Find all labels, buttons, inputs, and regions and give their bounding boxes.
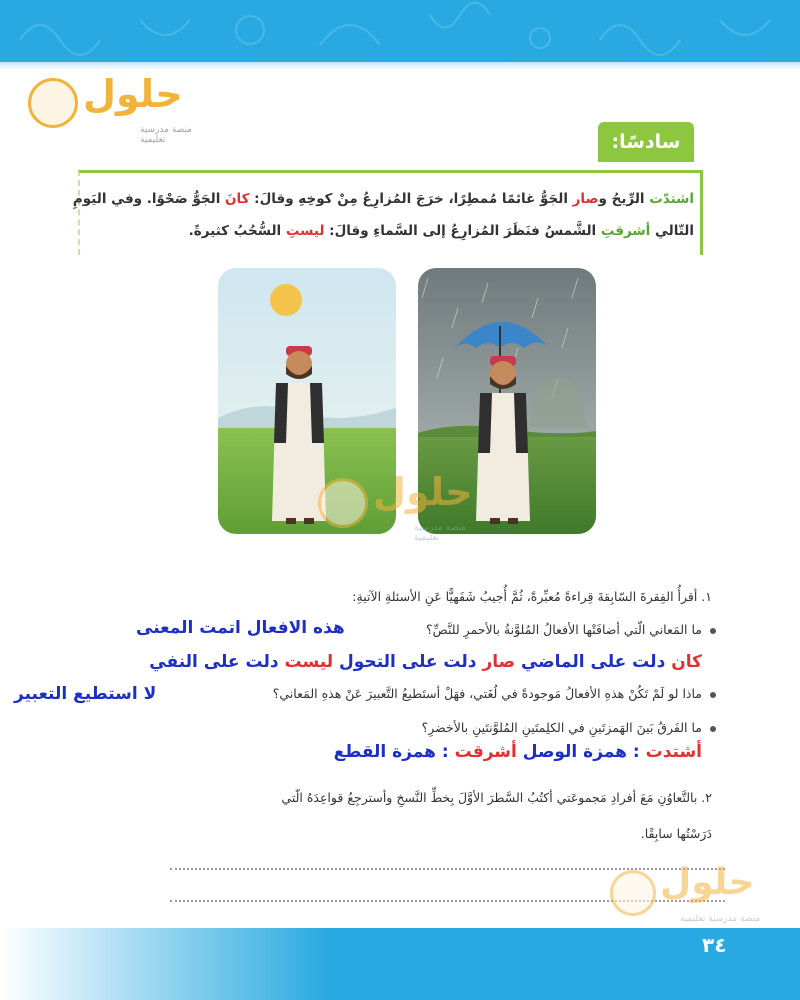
- paragraph-line-2-segment-2: الشَّمسُ فنَظَرَ المُزارِعُ إلى السَّماءِ وقالَ:: [324, 223, 601, 239]
- answer-3-segment-0: أشتدت: [645, 742, 702, 762]
- answer-1-line-2-segment-4: ليست: [284, 652, 334, 672]
- brand-logo: [28, 72, 208, 145]
- question-1-bullet-1: ما المَعاني الّتي أضافَتْها الأفعالُ المُلوَّنةُ بالأحمرِ للنَّصِّ؟: [426, 622, 702, 637]
- question-2-line-2: دَرَسْتُها سابِقًا.: [640, 826, 712, 841]
- question-2-line-1: ٢. بالتَّعاوُنِ مَعَ أفرادِ مَجموعَتي أكتُبُ السَّطرَ الأوَّلَ بِخطِّ النَّسخِ وأسترجِعُ قواعِدَهُ الّتي: [281, 790, 712, 805]
- answer-1-line-2-segment-5: دلت على النفي: [149, 652, 285, 672]
- bullet-3: [710, 726, 716, 732]
- banner-pattern: [0, 0, 800, 62]
- paragraph-line-1-segment-3: الجَوُّ غائمًا مُمطِرًا، خرَجَ المُزارِعُ مِنْ كوخِهِ وقالَ:: [249, 191, 573, 207]
- answer-1-line-2-segment-3: دلت على التحول: [333, 652, 483, 672]
- question-1-bullet-2: ماذا لو لَمْ تَكُنْ هذهِ الأفعالُ مَوجودةً في لُغَتي، فهَلْ أستَطيعُ التَّعبيرَ عَنْ هذهِ المَعاني؟: [272, 686, 702, 701]
- paragraph-line-1-segment-0: اشتدّت: [649, 191, 694, 207]
- paragraph-line-2-segment-3: ليستِ: [285, 223, 325, 239]
- bullet-2: [710, 692, 716, 698]
- corner-watermark-word: حلول: [660, 862, 755, 903]
- logo-tagline: منصة مدرسية تعليمية: [140, 125, 193, 145]
- section-title: سادسًا:: [598, 122, 694, 162]
- answer-1-line-2-segment-1: دلت على الماضي: [515, 652, 672, 672]
- logo-word: حلول: [83, 72, 183, 116]
- paragraph-line-1-segment-5: الجَوُّ صَحْوًا. وفي اليَومِ: [72, 191, 226, 207]
- bullet-1: [710, 628, 716, 634]
- watermark-logo: [318, 470, 488, 543]
- watermark-word: حلول: [373, 470, 473, 514]
- question-1-intro: ١. أقرأُ الفِقرةَ السّابِقةَ قِراءةً مُعبِّرةً، ثُمَّ أُجيبُ شَفَهيًّا عَنِ الأسئلةِ الآتيةِ:: [352, 589, 712, 604]
- paragraph-line-1: [73, 191, 694, 207]
- paragraph-line-1-segment-2: صار: [572, 191, 599, 207]
- answer-3: [334, 742, 702, 762]
- corner-watermark-seal-icon: [610, 870, 656, 916]
- answer-1-line-1: هذه الافعال اتمت المعنى: [136, 618, 345, 638]
- footer-fade: [0, 928, 330, 1000]
- paragraph-line-2-segment-4: السُّحُبُ كثيرةً.: [188, 223, 286, 239]
- paragraph-line-1-segment-4: كانَ: [225, 191, 250, 207]
- paragraph-line-2: [189, 223, 694, 239]
- banner-fade: [0, 62, 800, 70]
- answer-3-segment-3: : همزة القطع: [333, 742, 455, 762]
- watermark-tagline: منصة مدرسية تعليمية: [414, 523, 467, 543]
- top-banner: [0, 0, 800, 62]
- paragraph-line-2-segment-0: التّالي: [650, 223, 694, 239]
- answer-1-line-2-segment-0: كان: [671, 652, 702, 672]
- answer-2: لا استطيع التعبير: [14, 684, 157, 704]
- corner-watermark-tagline: منصة مدرسية تعليمية: [680, 914, 761, 924]
- corner-watermark-logo: [610, 862, 780, 932]
- answer-3-segment-2: أشرقت: [454, 742, 517, 762]
- logo-seal-icon: [28, 78, 78, 128]
- answer-1-line-2: [149, 652, 702, 672]
- paragraph-line-1-segment-1: الرِّيحُ و: [598, 191, 650, 207]
- answer-1-line-2-segment-2: صار: [482, 652, 516, 672]
- page-number: ٣٤: [702, 933, 727, 957]
- paragraph-box: [72, 170, 703, 255]
- answer-3-segment-1: : همزة الوصل: [516, 742, 646, 762]
- question-1-bullet-3: ما الفَرقُ بَينَ الهَمزتَينِ في الكلِمتَينِ المُلوَّنتَينِ بالأخضرِ؟: [421, 720, 702, 735]
- watermark-seal-icon: [318, 478, 368, 528]
- paragraph-line-2-segment-1: أشرقتِ: [600, 223, 651, 239]
